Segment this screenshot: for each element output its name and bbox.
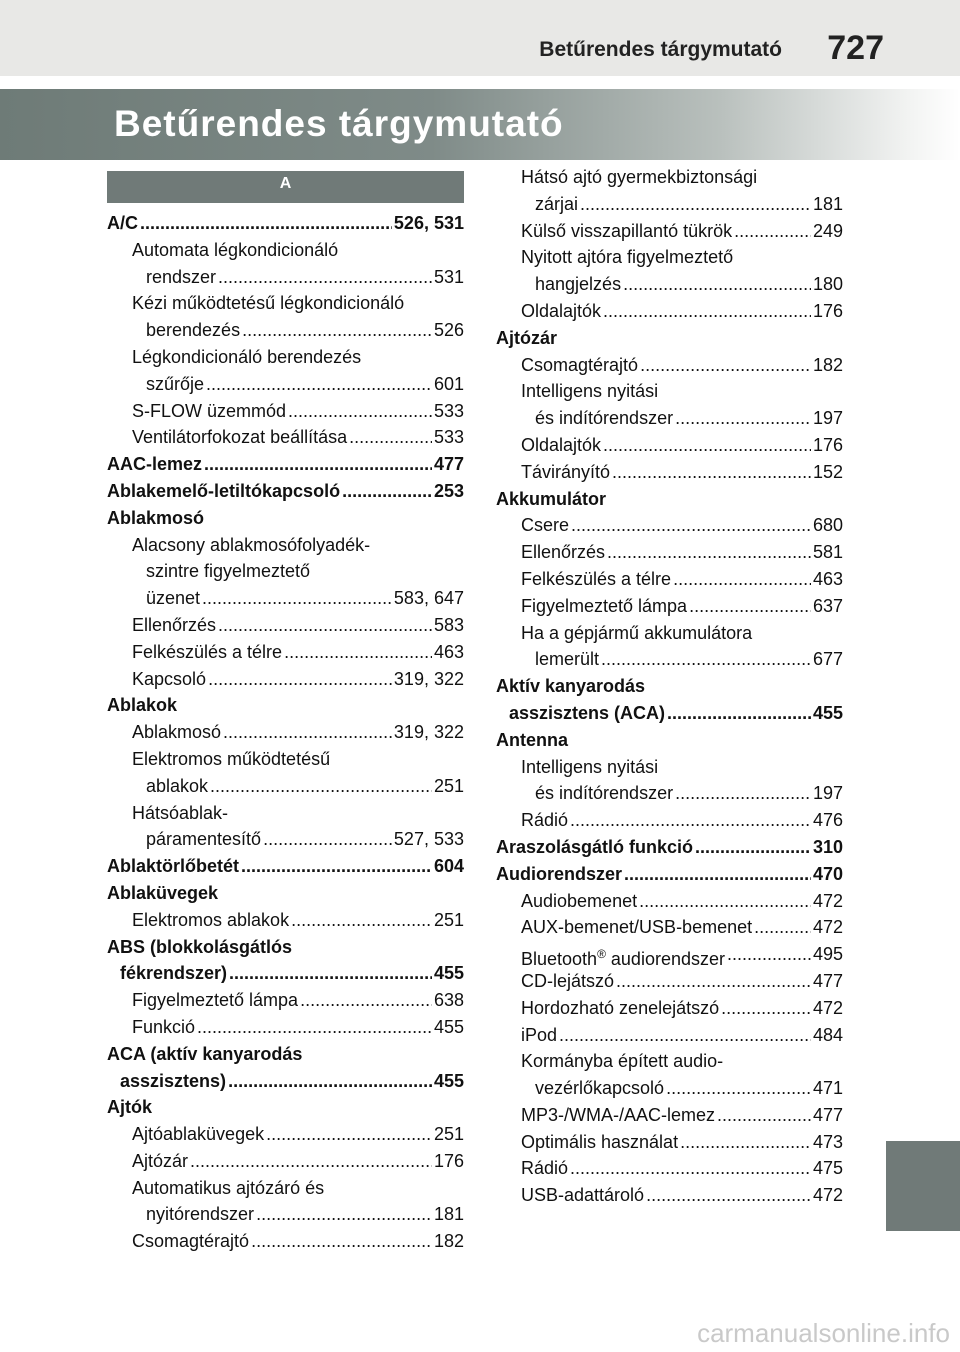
index-entry-page: 181 [812,193,843,214]
index-entry-term: MP3-/WMA-/AAC-lemez [521,1104,716,1125]
index-entry-page: 533 [433,427,464,448]
index-entry [496,754,843,781]
index-entry-page: 533 [433,400,464,421]
dot-leader [223,719,392,746]
index-entry-page: 176 [812,434,843,455]
index-entry [496,325,843,352]
index-entry [107,1228,464,1255]
dot-leader [300,987,432,1014]
index-entry-term: üzenet [146,588,201,609]
index-entry-term: Ablaktörlőbetét [107,856,240,877]
index-entry-page: 680 [812,515,843,536]
index-entry [496,673,843,700]
index-entry-term: Ajtózár [496,327,558,348]
index-entry [496,941,843,968]
index-entry [107,451,464,478]
index-entry [496,459,843,486]
index-entry [107,800,464,827]
dot-leader [228,1068,432,1095]
index-entry-term: S-FLOW üzemmód [132,400,287,421]
index-entry-term: Kormányba épített audio- [521,1051,724,1072]
index-entry-page: 583, 647 [393,588,464,609]
index-entry-term: Funkció [132,1016,196,1037]
index-entry-page: 526, 531 [393,213,464,233]
index-entry [107,666,464,693]
dot-leader [342,478,432,505]
index-entry-term: Légkondicionáló berendezés [132,346,362,367]
index-entry-term: Bluetooth® audiorendszer [521,947,725,970]
index-entry-page: 176 [812,300,843,321]
watermark: carmanualsonline.info [697,1318,950,1348]
dot-leader [754,914,811,941]
index-entry [107,934,464,961]
dot-leader [624,861,811,888]
index-entry [107,907,464,934]
index-entry-term: ABS (blokkolásgátlós [107,936,293,957]
dot-leader [667,700,811,727]
index-entry [496,593,843,620]
header-band [0,0,960,76]
index-entry-term: vezérlőkapcsoló [535,1078,665,1099]
dot-leader [140,210,392,237]
index-entry-page: 531 [433,266,464,287]
index-entry-page: 477 [433,454,464,475]
index-entry-term: Aktív kanyarodás [496,676,646,697]
index-entry [496,1102,843,1129]
index-entry-page: 472 [812,917,843,938]
page-title: Betűrendes tárgymutató [114,103,564,144]
index-entry-page: 176 [433,1150,464,1171]
page-number: 727 [827,29,884,67]
dot-leader [242,317,432,344]
dot-leader [256,1201,432,1228]
index-entry [496,727,843,754]
index-entry [496,1075,843,1102]
index-entry-term: berendezés [146,320,241,341]
dot-leader [673,566,811,593]
index-entry-term: Csomagtérajtó [521,354,639,375]
index-entry-term: Automatikus ajtózáró és [132,1177,325,1198]
index-entry-term: Elektromos működtetésű [132,748,331,769]
index-entry [496,834,843,861]
index-entry [107,853,464,880]
index-entry [496,539,843,566]
dot-leader [208,666,392,693]
index-entry-page: 197 [812,408,843,429]
index-entry [496,191,843,218]
index-entry [107,1068,464,1095]
dot-leader [571,512,811,539]
dot-leader [623,271,811,298]
index-entry-term: Külső visszapillantó tükrök [521,220,733,241]
dot-leader [675,405,811,432]
index-entry-page: 604 [433,856,464,877]
index-entry [496,861,843,888]
index-entry-term: AUX-bemenet/USB-bemenet [521,917,753,938]
index-entry-term: Csomagtérajtó [132,1231,250,1252]
index-entry-term: Hordozható zenelejátszó [521,997,720,1018]
index-entry [107,344,464,371]
index-entry-term: AAC-lemez [107,454,203,475]
dot-leader [680,1129,811,1156]
index-column-left [107,210,464,1255]
index-entry-term: asszisztens (ACA) [509,702,666,723]
index-entry-page: 249 [812,220,843,241]
index-entry-page: 477 [812,1104,843,1125]
index-entry [496,432,843,459]
index-entry-page: 477 [812,970,843,991]
index-entry [496,164,843,191]
index-entry-term: Ajtók [107,1097,152,1118]
index-entry [107,210,464,237]
index-entry [496,271,843,298]
index-entry-page: 152 [812,461,843,482]
index-entry-term: Automata légkondicionáló [132,239,339,260]
index-entry-page: 581 [812,542,843,563]
index-entry-term: Ellenőrzés [132,614,217,635]
index-entry-term: és indítórendszer [535,408,674,429]
index-entry [107,424,464,451]
index-entry-term: nyitórendszer [146,1204,255,1225]
index-entry-page: 455 [433,1016,464,1037]
index-entry [107,826,464,853]
index-entry-page: 253 [433,480,464,501]
index-entry [107,1121,464,1148]
dot-leader [639,888,811,915]
index-entry-page: 463 [812,568,843,589]
index-entry-term: Távirányító [521,461,611,482]
index-entry [107,505,464,532]
index-entry-page: 197 [812,783,843,804]
index-entry [496,405,843,432]
index-entry [107,692,464,719]
dot-leader [204,451,432,478]
index-entry [107,317,464,344]
index-entry-term: Elektromos ablakok [132,909,290,930]
index-entry-term: és indítórendszer [535,783,674,804]
index-entry [496,512,843,539]
dot-leader [218,264,432,291]
index-entry [107,585,464,612]
index-entry-term: Ablakmosó [132,722,222,743]
index-entry [496,700,843,727]
index-entry [496,486,843,513]
dot-leader [263,826,392,853]
index-entry-term: Araszolásgátló funkció [496,836,694,857]
index-entry-page: 319, 322 [393,668,464,689]
dot-leader [251,1228,432,1255]
dot-leader [601,646,811,673]
index-entry-page: 472 [812,890,843,911]
index-entry [107,880,464,907]
dot-leader [616,968,811,995]
index-entry-term: Oldalajtók [521,300,602,321]
index-entry-page: 638 [433,990,464,1011]
dot-leader [717,1102,811,1129]
index-entry [496,1022,843,1049]
index-entry-term: CD-lejátszó [521,970,615,991]
index-entry-page: 455 [812,702,843,723]
index-column-right [496,164,843,1209]
index-entry-term: Ablakmosó [107,507,205,528]
dot-leader [689,593,811,620]
index-entry [496,1048,843,1075]
index-entry [496,378,843,405]
dot-leader [284,639,432,666]
dot-leader [666,1075,811,1102]
index-entry-page: 677 [812,649,843,670]
dot-leader [603,432,811,459]
index-entry-page: 181 [433,1204,464,1225]
dot-leader [640,352,811,379]
index-entry-page: 180 [812,274,843,295]
dot-leader [210,773,432,800]
index-entry [496,218,843,245]
dot-leader [580,191,811,218]
index-entry [496,298,843,325]
dot-leader [603,298,811,325]
index-entry [496,995,843,1022]
index-entry [107,478,464,505]
index-entry-page: 471 [812,1078,843,1099]
dot-leader [646,1182,811,1209]
index-entry-term: iPod [521,1024,558,1045]
index-entry-term: Akkumulátor [496,488,607,509]
dot-leader [570,807,811,834]
index-entry-page: 251 [433,1124,464,1145]
index-entry-page: 526 [433,320,464,341]
index-entry-page: 319, 322 [393,722,464,743]
index-entry [107,264,464,291]
index-entry-term: páramentesítő [146,829,262,850]
index-entry-term: lemerült [535,649,600,670]
index-entry [107,987,464,1014]
index-entry-term: Hátsó ajtó gyermekbiztonsági [521,167,758,187]
index-entry-term: Alacsony ablakmosófolyadék- [132,534,371,555]
index-entry-term: asszisztens) [120,1070,227,1091]
index-entry-term: Kapcsoló [132,668,207,689]
index-entry-page: 251 [433,775,464,796]
section-letter-bar: A [107,171,464,203]
index-entry [496,646,843,673]
index-entry-page: 473 [812,1131,843,1152]
index-entry [107,1201,464,1228]
index-entry [107,1148,464,1175]
dot-leader [570,1155,811,1182]
index-entry-page: 601 [433,373,464,394]
running-title: Betűrendes tárgymutató [539,38,782,61]
index-entry-page: 527, 533 [393,829,464,850]
index-entry-term: Figyelmeztető lámpa [132,990,299,1011]
index-entry [107,290,464,317]
index-entry-term: Antenna [496,729,568,750]
index-entry [107,1014,464,1041]
index-entry-page: 182 [433,1231,464,1252]
index-entry-term: rendszer [146,266,217,287]
index-entry-term: Ablakok [107,695,178,716]
index-entry-term: A/C [107,213,138,233]
index-entry-term: ACA (aktív kanyarodás [107,1043,303,1064]
index-entry-term: Felkészülés a télre [521,568,672,589]
index-entry [107,532,464,559]
index-entry [107,1041,464,1068]
dot-leader [734,218,811,245]
index-entry-term: szűrője [146,373,205,394]
dot-leader [612,459,811,486]
index-entry [107,960,464,987]
index-entry [107,1094,464,1121]
index-entry [107,237,464,264]
index-entry [496,780,843,807]
index-entry-page: 455 [433,1070,464,1091]
dot-leader [218,612,432,639]
dot-leader [288,398,432,425]
index-entry-term: Nyitott ajtóra figyelmeztető [521,247,734,268]
index-entry [496,352,843,379]
index-entry [496,807,843,834]
index-entry [496,914,843,941]
index-entry-page: 463 [433,641,464,662]
dot-leader [266,1121,432,1148]
index-entry-term: Ajtózár [132,1150,189,1171]
chapter-tab [886,1141,960,1231]
index-entry-page: 637 [812,595,843,616]
index-entry-page: 472 [812,997,843,1018]
index-entry-page: 455 [433,963,464,984]
index-entry [496,888,843,915]
dot-leader [291,907,432,934]
dot-leader [607,539,811,566]
index-entry-term: Kézi működtetésű légkondicionáló [132,293,405,314]
index-entry-page: 251 [433,909,464,930]
index-entry-term: Ablaküvegek [107,882,219,903]
index-entry [496,968,843,995]
index-entry-term: Hátsóablak- [132,802,229,823]
index-entry [496,1129,843,1156]
index-entry [107,773,464,800]
index-entry-term: Figyelmeztető lámpa [521,595,688,616]
index-entry [107,746,464,773]
index-entry-term: Rádió [521,1158,569,1179]
dot-leader [727,941,811,968]
dot-leader [349,424,432,451]
index-entry-page: 470 [812,863,843,884]
index-entry-term: Audiobemenet [521,890,638,911]
index-entry-page: 472 [812,1185,843,1206]
index-entry-term: Ajtóablaküvegek [132,1124,265,1145]
dot-leader [202,585,392,612]
index-entry-term: Audiorendszer [496,863,623,884]
index-entry-term: Csere [521,515,570,536]
index-entry-page: 484 [812,1024,843,1045]
index-entry-term: zárjai [535,193,579,214]
index-entry [496,244,843,271]
index-entry-term: USB-adattároló [521,1185,645,1206]
dot-leader [190,1148,432,1175]
index-entry [107,612,464,639]
index-entry-term: Ellenőrzés [521,542,606,563]
dot-leader [197,1014,432,1041]
index-entry-term: fékrendszer) [120,963,228,984]
index-entry-term: Felkészülés a télre [132,641,283,662]
index-entry-term: Intelligens nyitási [521,756,659,777]
index-entry-page: 495 [812,944,843,965]
index-entry-term: Ha a gépjármű akkumulátora [521,622,753,643]
index-entry [107,398,464,425]
dot-leader [559,1022,811,1049]
index-entry [496,1182,843,1209]
index-entry-page: 310 [812,836,843,857]
index-entry-term: Rádió [521,810,569,831]
index-entry [107,371,464,398]
index-entry [496,1155,843,1182]
index-entry-page: 583 [433,614,464,635]
dot-leader [206,371,432,398]
index-entry-term: Ablakemelő-letiltókapcsoló [107,480,341,501]
dot-leader [695,834,811,861]
dot-leader [229,960,432,987]
index-entry-page: 182 [812,354,843,375]
index-entry [107,639,464,666]
index-entry-page: 475 [812,1158,843,1179]
index-entry-term: Optimális használat [521,1131,679,1152]
dot-leader [241,853,432,880]
index-entry-term: ablakok [146,775,209,796]
dot-leader [721,995,811,1022]
index-entry-term: Ventilátorfokozat beállítása [132,427,348,448]
index-entry-page: 476 [812,810,843,831]
index-entry-term: Oldalajtók [521,434,602,455]
index-entry [496,620,843,647]
index-entry-term: hangjelzés [535,274,622,295]
index-entry [107,1175,464,1202]
index-entry [107,558,464,585]
dot-leader [675,780,811,807]
index-entry [496,566,843,593]
index-entry-term: Intelligens nyitási [521,381,659,402]
index-entry [107,719,464,746]
index-entry-term: szintre figyelmeztető [146,561,311,582]
